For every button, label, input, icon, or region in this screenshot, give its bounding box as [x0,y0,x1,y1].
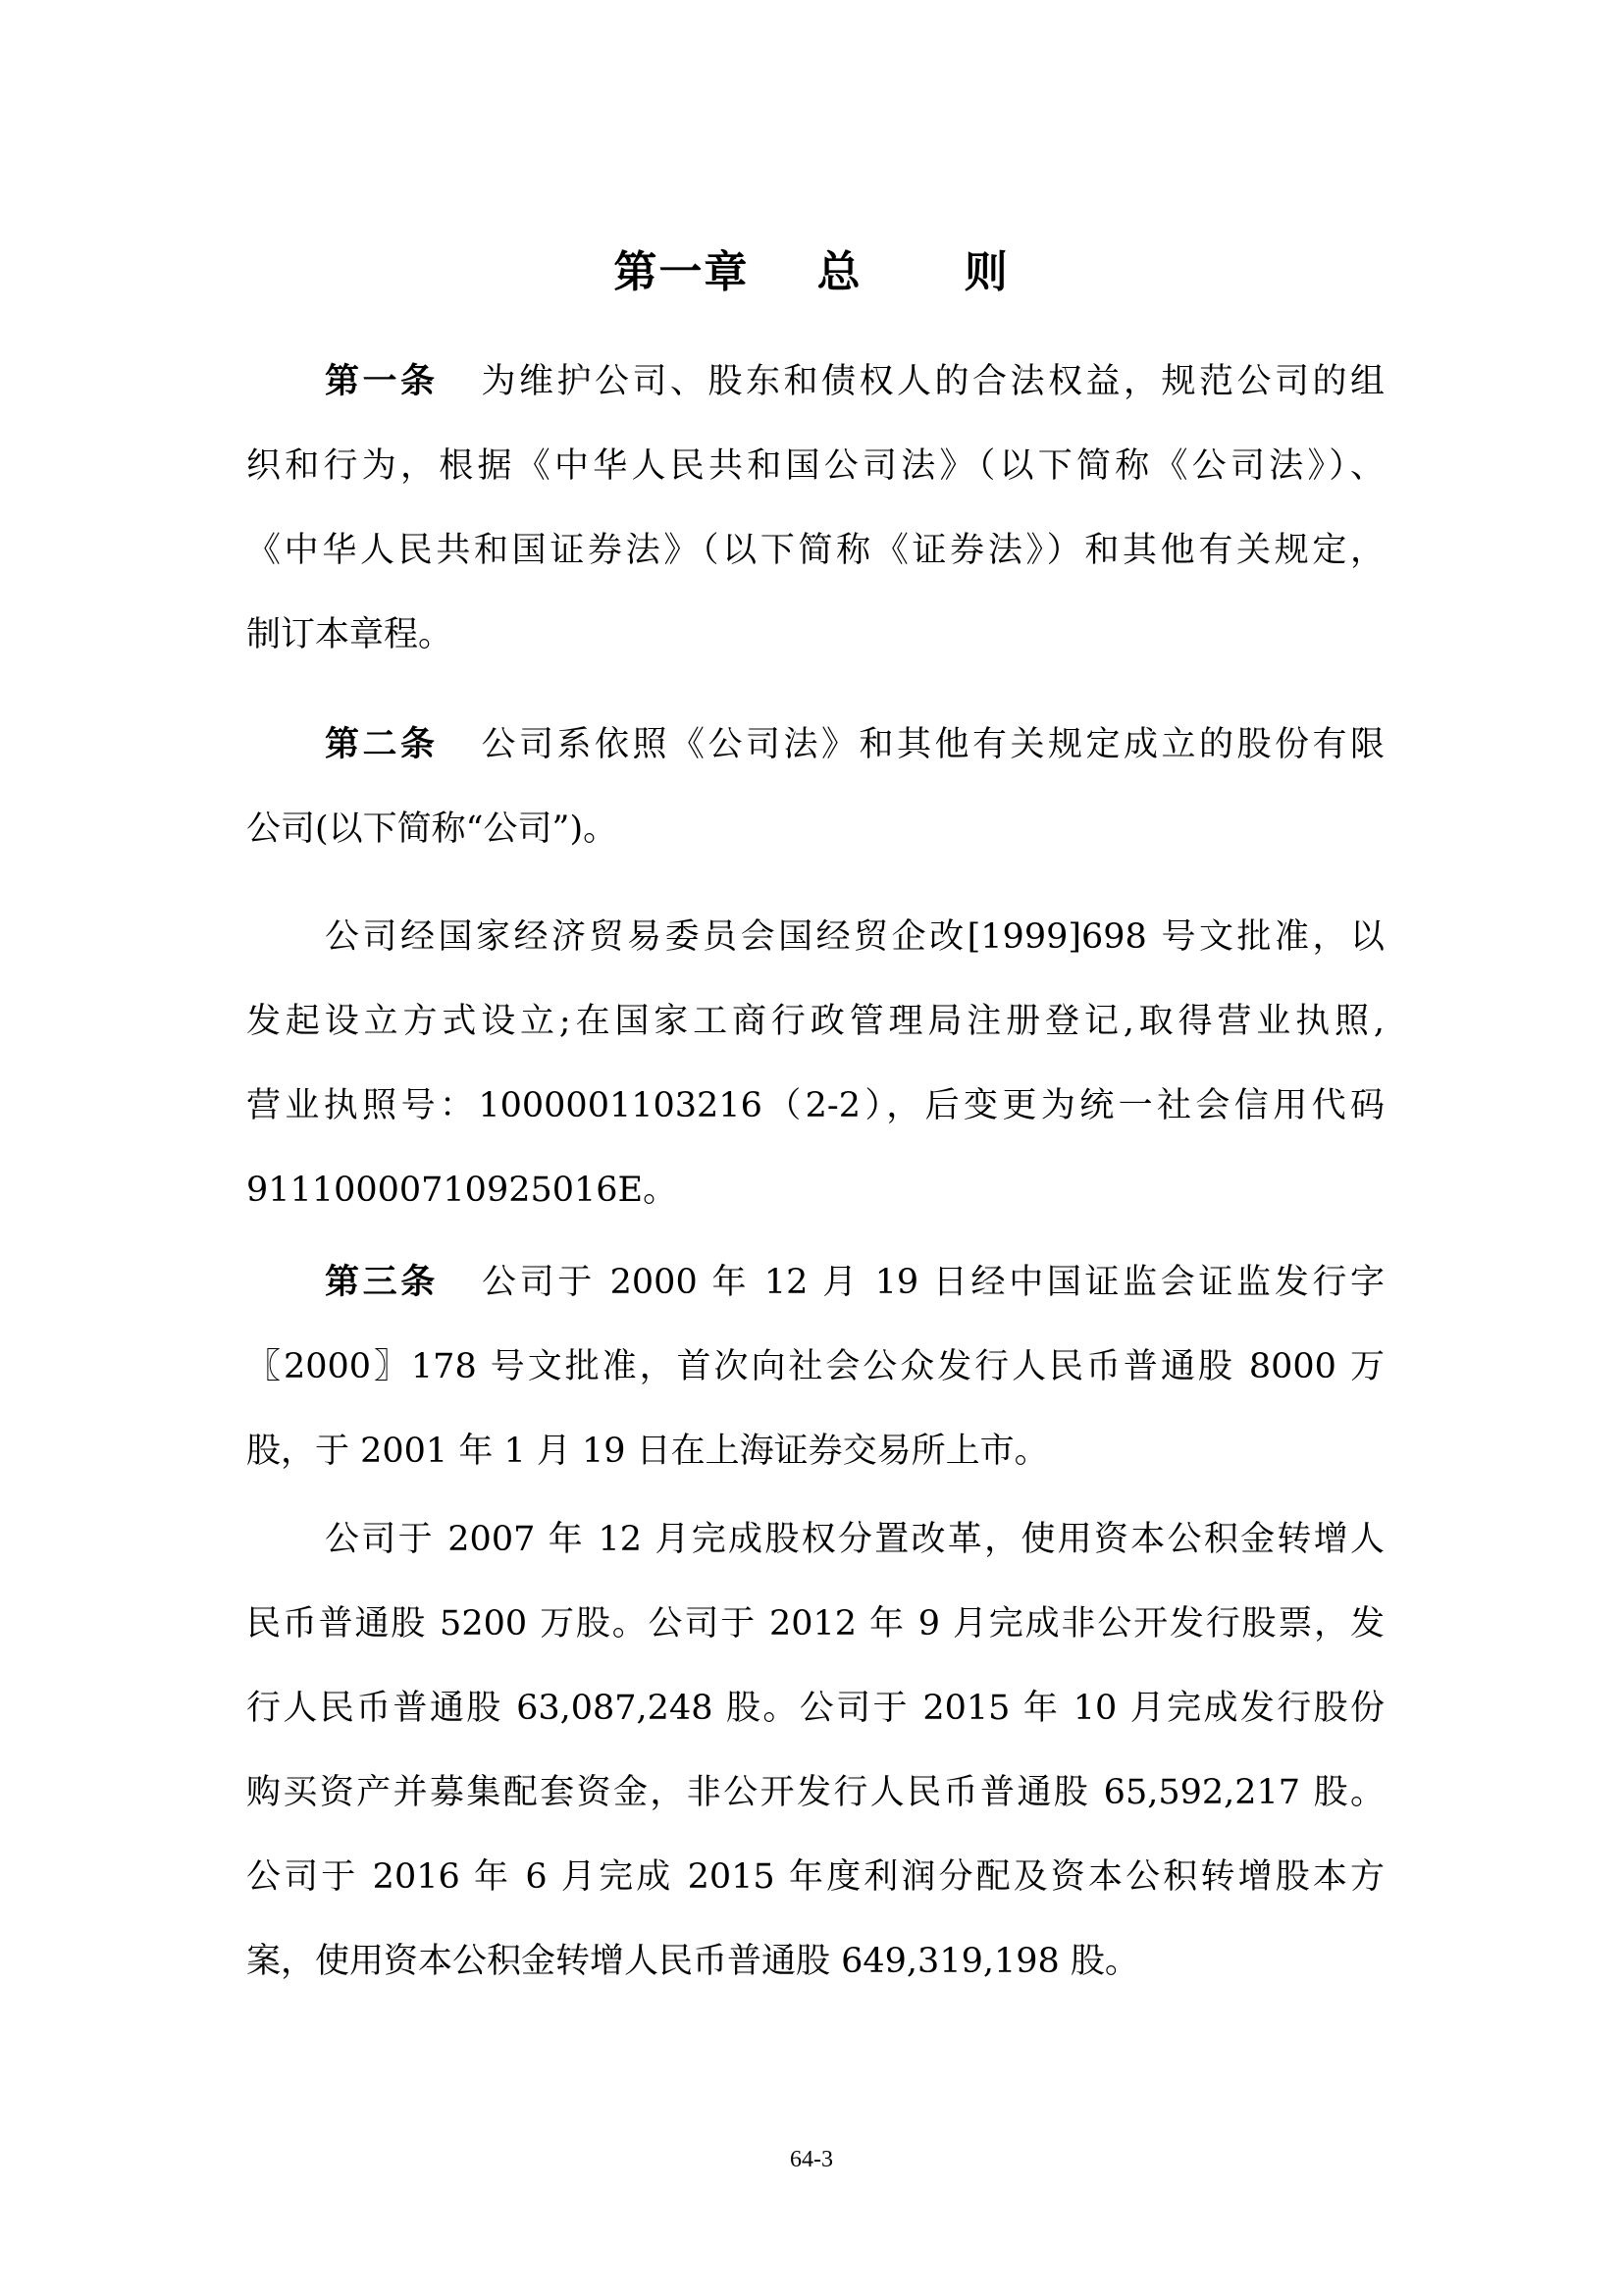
article-3-para-2-line-3: 行人民币普通股 63,087,248 股。公司于 2015 年 10 月完成发行股份 [246,1689,1385,1728]
article-2-para-2-line-3: 营业执照号：1000001103216（2-2），后变更为统一社会信用代码 [246,1086,1385,1125]
article-1-label: 第一条 [325,362,439,401]
article-2-para-2-line-1: 公司经国家经济贸易委员会国经贸企改[1999]698 号文批准，以 [325,917,1385,957]
article-1-line-2: 织和行为，根据《中华人民共和国公司法》（以下简称《公司法》）、 [246,446,1385,486]
article-2-para-2-line-4: 91110000710925016E。 [246,1171,678,1210]
article-3-line-3: 股，于 2001 年 1 月 19 日在上海证券交易所上市。 [246,1432,1049,1471]
article-1-line-1: 第一条 为维护公司、股东和债权人的合法权益，规范公司的组 [325,362,1385,401]
article-2-paragraph-2 [246,895,1385,1232]
article-1 [246,339,1385,677]
article-2-para-2-line-2: 发起设立方式设立;在国家工商行政管理局注册登记,取得营业执照, [246,1002,1385,1041]
article-3 [246,1240,1385,1493]
article-3-para-2-line-2: 民币普通股 5200 万股。公司于 2012 年 9 月完成非公开发行股票，发 [246,1604,1385,1644]
article-2-line-1: 第二条 公司系依照《公司法》和其他有关规定成立的股份有限 [325,725,1385,764]
article-2-line-2: 公司(以下简称“公司”)。 [246,809,618,849]
article-3-line-1: 第三条 公司于 2000 年 12 月 19 日经中国证监会证监发行字 [325,1263,1385,1302]
chapter-title: 第一章 总 则 [613,247,1010,297]
article-3-line-2: 〖2000〗178 号文批准，首次向社会公众发行人民币普通股 8000 万 [246,1347,1385,1386]
article-3-para-2-line-1: 公司于 2007 年 12 月完成股权分置改革，使用资本公积金转增人 [325,1520,1385,1559]
article-3-para-2-line-5: 公司于 2016 年 6 月完成 2015 年度利润分配及资本公积转增股本方 [246,1857,1385,1897]
article-3-label: 第三条 [325,1263,439,1302]
article-3-paragraph-2 [246,1497,1385,2004]
article-1-line-4: 制订本章程。 [246,615,453,654]
article-2-label: 第二条 [325,725,439,764]
article-3-para-2-line-6: 案，使用资本公积金转增人民币普通股 649,319,198 股。 [246,1942,1139,1981]
page-number: 64-3 [790,2147,833,2172]
article-3-para-2-line-4: 购买资产并募集配套资金，非公开发行人民币普通股 65,592,217 股。 [246,1773,1385,1812]
article-1-line-3: 《中华人民共和国证券法》（以下简称《证券法》）和其他有关规定， [246,531,1385,570]
article-2 [246,703,1385,871]
